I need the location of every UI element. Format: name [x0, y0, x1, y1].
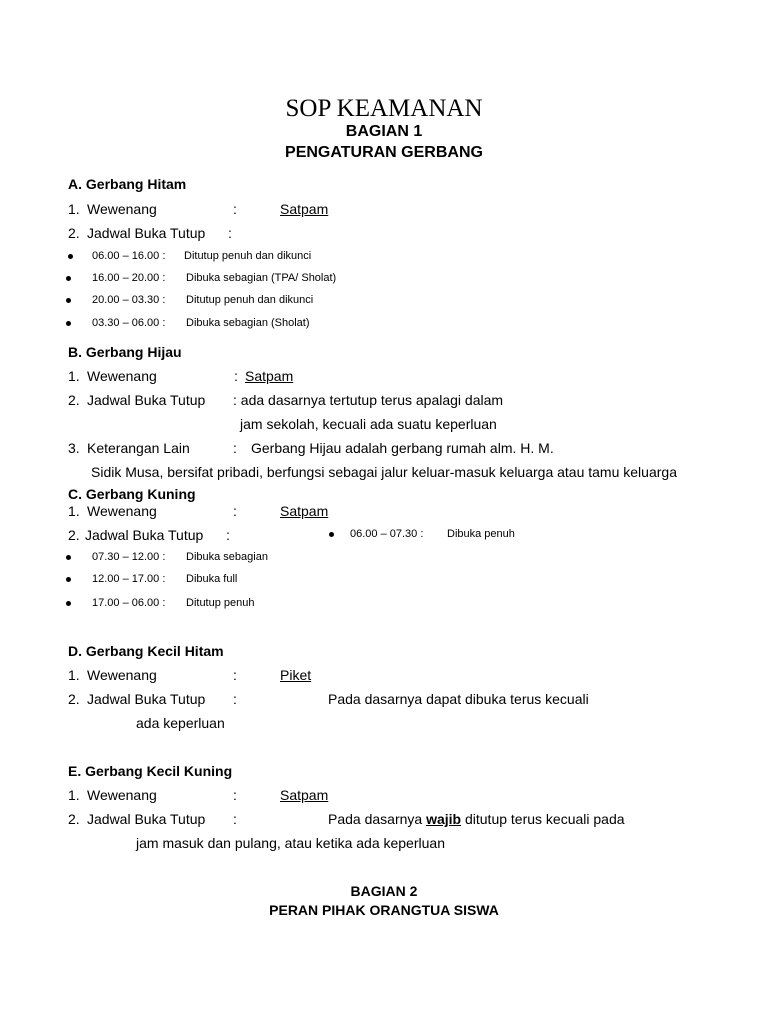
gate-a-schedule-time: 06.00 – 16.00 : — [92, 250, 166, 262]
section-2-title: BAGIAN 2 — [350, 883, 418, 899]
gate-e-item2-text — [328, 812, 625, 826]
gate-c-item1-label: Wewenang — [87, 503, 157, 519]
gate-c-inline-schedule-time: 06.00 – 07.30 : — [350, 528, 424, 540]
gate-c-authority-value: Satpam — [280, 503, 329, 519]
bullet-icon — [66, 321, 71, 326]
gate-b-item3-number: 3. — [68, 440, 80, 456]
bullet-icon — [66, 276, 71, 281]
gate-e-item2-label: Jadwal Buka Tutup — [87, 811, 206, 827]
gate-d-item1-label: Wewenang — [87, 667, 157, 683]
gate-d-item1-number: 1. — [68, 667, 80, 683]
gate-c-schedule-time: 17.00 – 06.00 : — [92, 597, 166, 609]
gate-e-item2-emphasis: wajib — [426, 811, 462, 827]
gate-e-item2-text-continued: jam masuk dan pulang, atau ketika ada keperluan — [136, 835, 445, 851]
gate-e-item1-colon: : — [233, 787, 237, 803]
gate-a-schedule-time: 16.00 – 20.00 : — [92, 272, 166, 284]
gate-c-item1-colon: : — [233, 503, 237, 519]
gate-b-authority-value: Satpam — [245, 368, 294, 384]
gate-c-schedule-desc: Dibuka full — [186, 573, 238, 585]
gate-c-item2-colon: : — [226, 527, 230, 543]
gate-c-schedule-desc: Ditutup penuh — [186, 597, 255, 609]
bullet-icon — [68, 254, 73, 259]
gate-a-schedule-desc: Dibuka sebagian (Sholat) — [186, 317, 310, 329]
gate-c-item2-number: 2. — [68, 527, 80, 543]
gate-c-schedule-time: 07.30 – 12.00 : — [92, 551, 166, 563]
gate-a-item1-number: 1. — [68, 201, 80, 217]
gate-a-authority-value: Satpam — [280, 201, 329, 217]
section-2-subtitle: PERAN PIHAK ORANGTUA SISWA — [269, 902, 499, 918]
gate-c-schedule-time: 12.00 – 17.00 : — [92, 573, 166, 585]
gate-b-item2-number: 2. — [68, 392, 80, 408]
gate-e-item2-colon: : — [233, 811, 237, 827]
gate-e-heading: E. Gerbang Kecil Kuning — [68, 763, 233, 779]
gate-d-item2-text: Pada dasarnya dapat dibuka terus kecuali — [328, 691, 589, 707]
gate-a-schedule-desc: Ditutup penuh dan dikunci — [186, 294, 314, 306]
gate-d-authority-value: Piket — [280, 667, 312, 683]
gate-b-item3-colon: : — [233, 440, 237, 456]
gate-c-heading: C. Gerbang Kuning — [68, 486, 196, 502]
gate-d-item2-number: 2. — [68, 691, 80, 707]
gate-b-item1-colon: : — [234, 368, 238, 384]
gate-a-schedule-desc: Ditutup penuh dan dikunci — [184, 250, 312, 262]
bullet-icon — [66, 601, 71, 606]
gate-a-schedule-desc: Dibuka sebagian (TPA/ Sholat) — [186, 272, 337, 284]
gate-d-item2-colon: : — [233, 691, 237, 707]
gate-b-item3-label: Keterangan Lain — [87, 440, 190, 456]
bullet-icon — [66, 555, 71, 560]
gate-c-inline-schedule-desc: Dibuka penuh — [447, 528, 515, 540]
bullet-icon — [66, 577, 71, 582]
gate-b-item1-label: Wewenang — [87, 368, 157, 384]
gate-e-authority-value: Satpam — [280, 787, 329, 803]
gate-a-item1-colon: : — [233, 201, 237, 217]
gate-b-item1-number: 1. — [68, 368, 80, 384]
section-1-subtitle: PENGATURAN GERBANG — [285, 144, 483, 161]
gate-b-item3-text-continued: Sidik Musa, bersifat pribadi, berfungsi sebagai jalur keluar-masuk keluarga atau tamu keluarga — [91, 464, 677, 480]
gate-e-item2-number: 2. — [68, 811, 80, 827]
gate-e-item1-number: 1. — [68, 787, 80, 803]
gate-d-item2-label: Jadwal Buka Tutup — [87, 691, 206, 707]
gate-b-item2-text: : ada dasarnya tertutup terus apalagi dalam — [233, 392, 504, 408]
gate-c-item1-number: 1. — [68, 503, 80, 519]
gate-b-item2-text-continued: jam sekolah, kecuali ada suatu keperluan — [240, 416, 497, 432]
gate-a-item2-label: Jadwal Buka Tutup — [87, 225, 206, 241]
gate-d-heading: D. Gerbang Kecil Hitam — [68, 643, 224, 659]
gate-b-item2-label: Jadwal Buka Tutup — [87, 392, 206, 408]
gate-a-item1-label: Wewenang — [87, 201, 157, 217]
gate-b-item3-text: Gerbang Hijau adalah gerbang rumah alm. H. M. — [251, 440, 554, 456]
gate-d-item2-text-continued: ada keperluan — [136, 715, 225, 731]
gate-e-item2-text-post: ditutup terus kecuali pada — [461, 811, 625, 827]
gate-c-schedule-desc: Dibuka sebagian — [186, 551, 268, 563]
gate-a-schedule-time: 20.00 – 03.30 : — [92, 294, 166, 306]
gate-e-item2-text-pre: Pada dasarnya — [328, 811, 427, 827]
bullet-icon — [329, 532, 334, 537]
section-1-title: BAGIAN 1 — [345, 123, 423, 140]
gate-a-schedule-time: 03.30 – 06.00 : — [92, 317, 166, 329]
gate-a-heading: A. Gerbang Hitam — [68, 176, 187, 192]
gate-a-item2-colon: : — [228, 225, 232, 241]
gate-e-item1-label: Wewenang — [87, 787, 157, 803]
gate-c-item2-label: Jadwal Buka Tutup — [85, 527, 204, 543]
bullet-icon — [66, 298, 71, 303]
gate-a-item2-number: 2. — [68, 225, 80, 241]
gate-b-heading: B. Gerbang Hijau — [68, 344, 182, 360]
document-title: SOP KEAMANAN — [285, 95, 483, 122]
gate-d-item1-colon: : — [233, 667, 237, 683]
